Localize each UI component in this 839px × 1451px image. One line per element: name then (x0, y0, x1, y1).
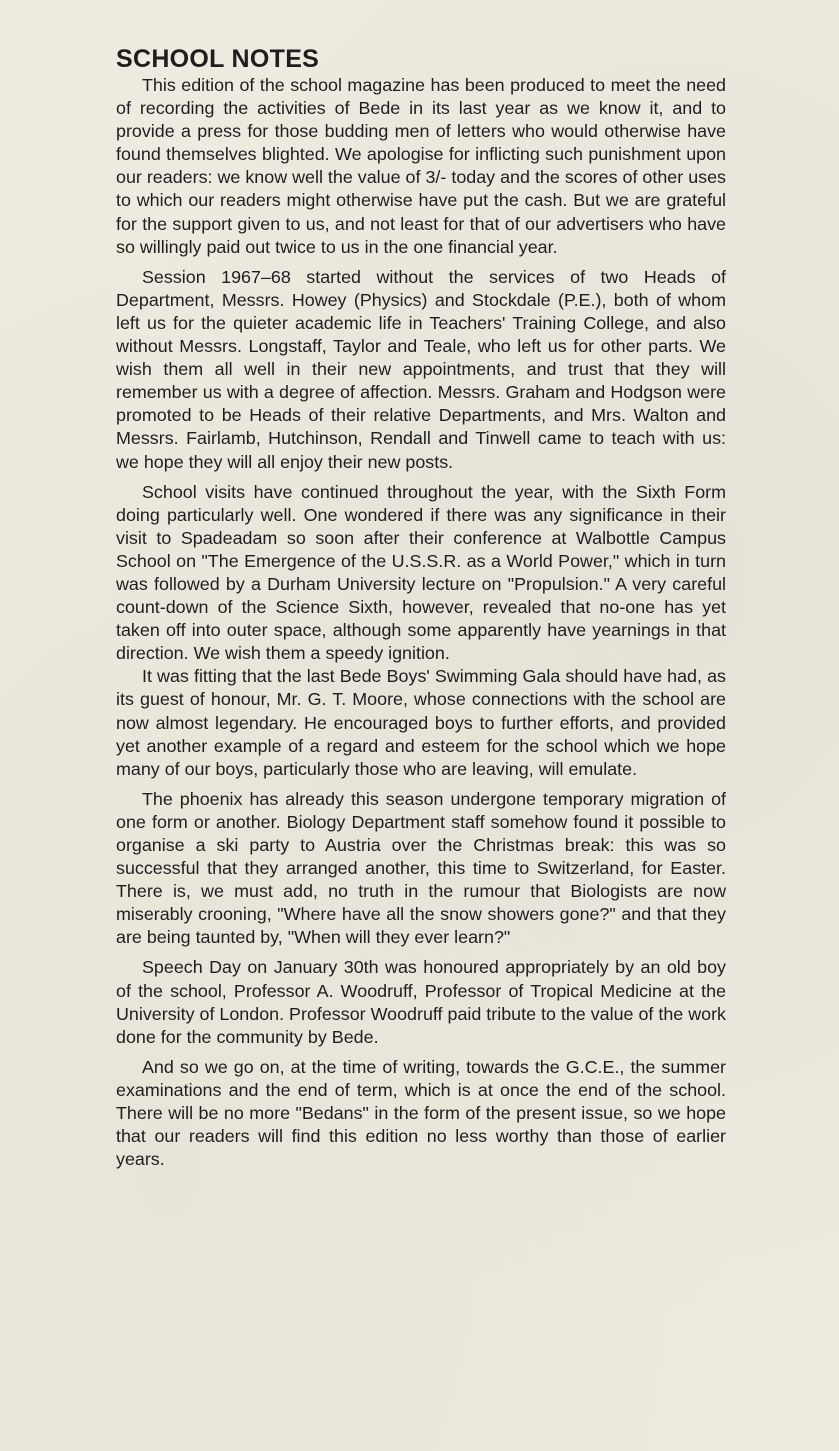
paragraph-intro: This edition of the school magazine has been produced to meet the need of recording the activities of Bede in its last year as we know it, and to provide a press for those budding men of letters who would otherwise have found themselves blighted. We apologise for inflicting such punishment upon our readers: we know well the value of 3/- today and the scores of other uses to which our readers might otherwise have put the cash. But we are grateful for the support given to us, and not least for that of our advertisers who have so willingly paid out twice to us in the one financial year. (116, 75, 726, 257)
paragraph-speech-day: Speech Day on January 30th was honoured appropriately by an old boy of the school, Professor A. Woodruff, Professor of Tropical Medicine at the University of London. Professor Woodruff paid tribute to the value of the work done for the community by Bede. (116, 957, 726, 1047)
paragraph-ski-trips: The phoenix has already this season undergone temporary migration of one form or another. Biology Department staff somehow found it possible to organise a ski party to Austria over the Christmas break: this was so successful that they arranged another, this time to Switzerland, for Easter. There is, we must add, no truth in the rumour that Biologists are now miserably crooning, "Where have all the snow showers gone?" and that they are being taunted by, "When will they ever learn?" (116, 788, 726, 948)
paragraph-school-visits: School visits have continued throughout the year, with the Sixth Form doing particularly well. One wondered if there was any significance in their visit to Spadeadam so soon after their conference at Walbottle Campus School on "The Emergence of the U.S.S.R. as a World Power," which in turn was followed by a Durham University lecture on "Propulsion." A very careful count-down of the Science Sixth, however, revealed that no-one has yet taken off into outer space, although some apparently have yearnings in that direction. We wish them a speedy ignition. (116, 481, 726, 664)
paragraph-swimming-gala: It was fitting that the last Bede Boys' Swimming Gala should have had, as its guest of honour, Mr. G. T. Moore, whose connections with the school are now almost legendary. He encouraged boys to further efforts, and provided yet another example of a regard and esteem for the school which we hope many of our boys, particularly those who are leaving, will emulate. (116, 666, 726, 779)
article (116, 44, 726, 1178)
paragraph-staff-changes: Session 1967–68 started without the services of two Heads of Department, Messrs. Howey (Physics) and Stockdale (P.E.), both of whom left us for the quieter academic life in Teachers' Training College, and also without Messrs. Longstaff, Taylor and Teale, who left us for other parts. We wish them all well in their new appointments, and trust that they will remember us with a degree of affection. Messrs. Graham and Hodgson were promoted to be Heads of their relative Departments, and Mrs. Walton and Messrs. Fairlamb, Hutchinson, Rendall and Tinwell came to teach with us: we hope they will all enjoy their new posts. (116, 266, 726, 472)
paragraph-closing: And so we go on, at the time of writing, towards the G.C.E., the summer examinations and the end of term, which is at once the end of the school. There will be no more "Bedans" in the form of the present issue, so we hope that our readers will find this edition no less worthy than those of earlier years. (116, 1056, 726, 1170)
article-title: SCHOOL NOTES (116, 45, 320, 73)
